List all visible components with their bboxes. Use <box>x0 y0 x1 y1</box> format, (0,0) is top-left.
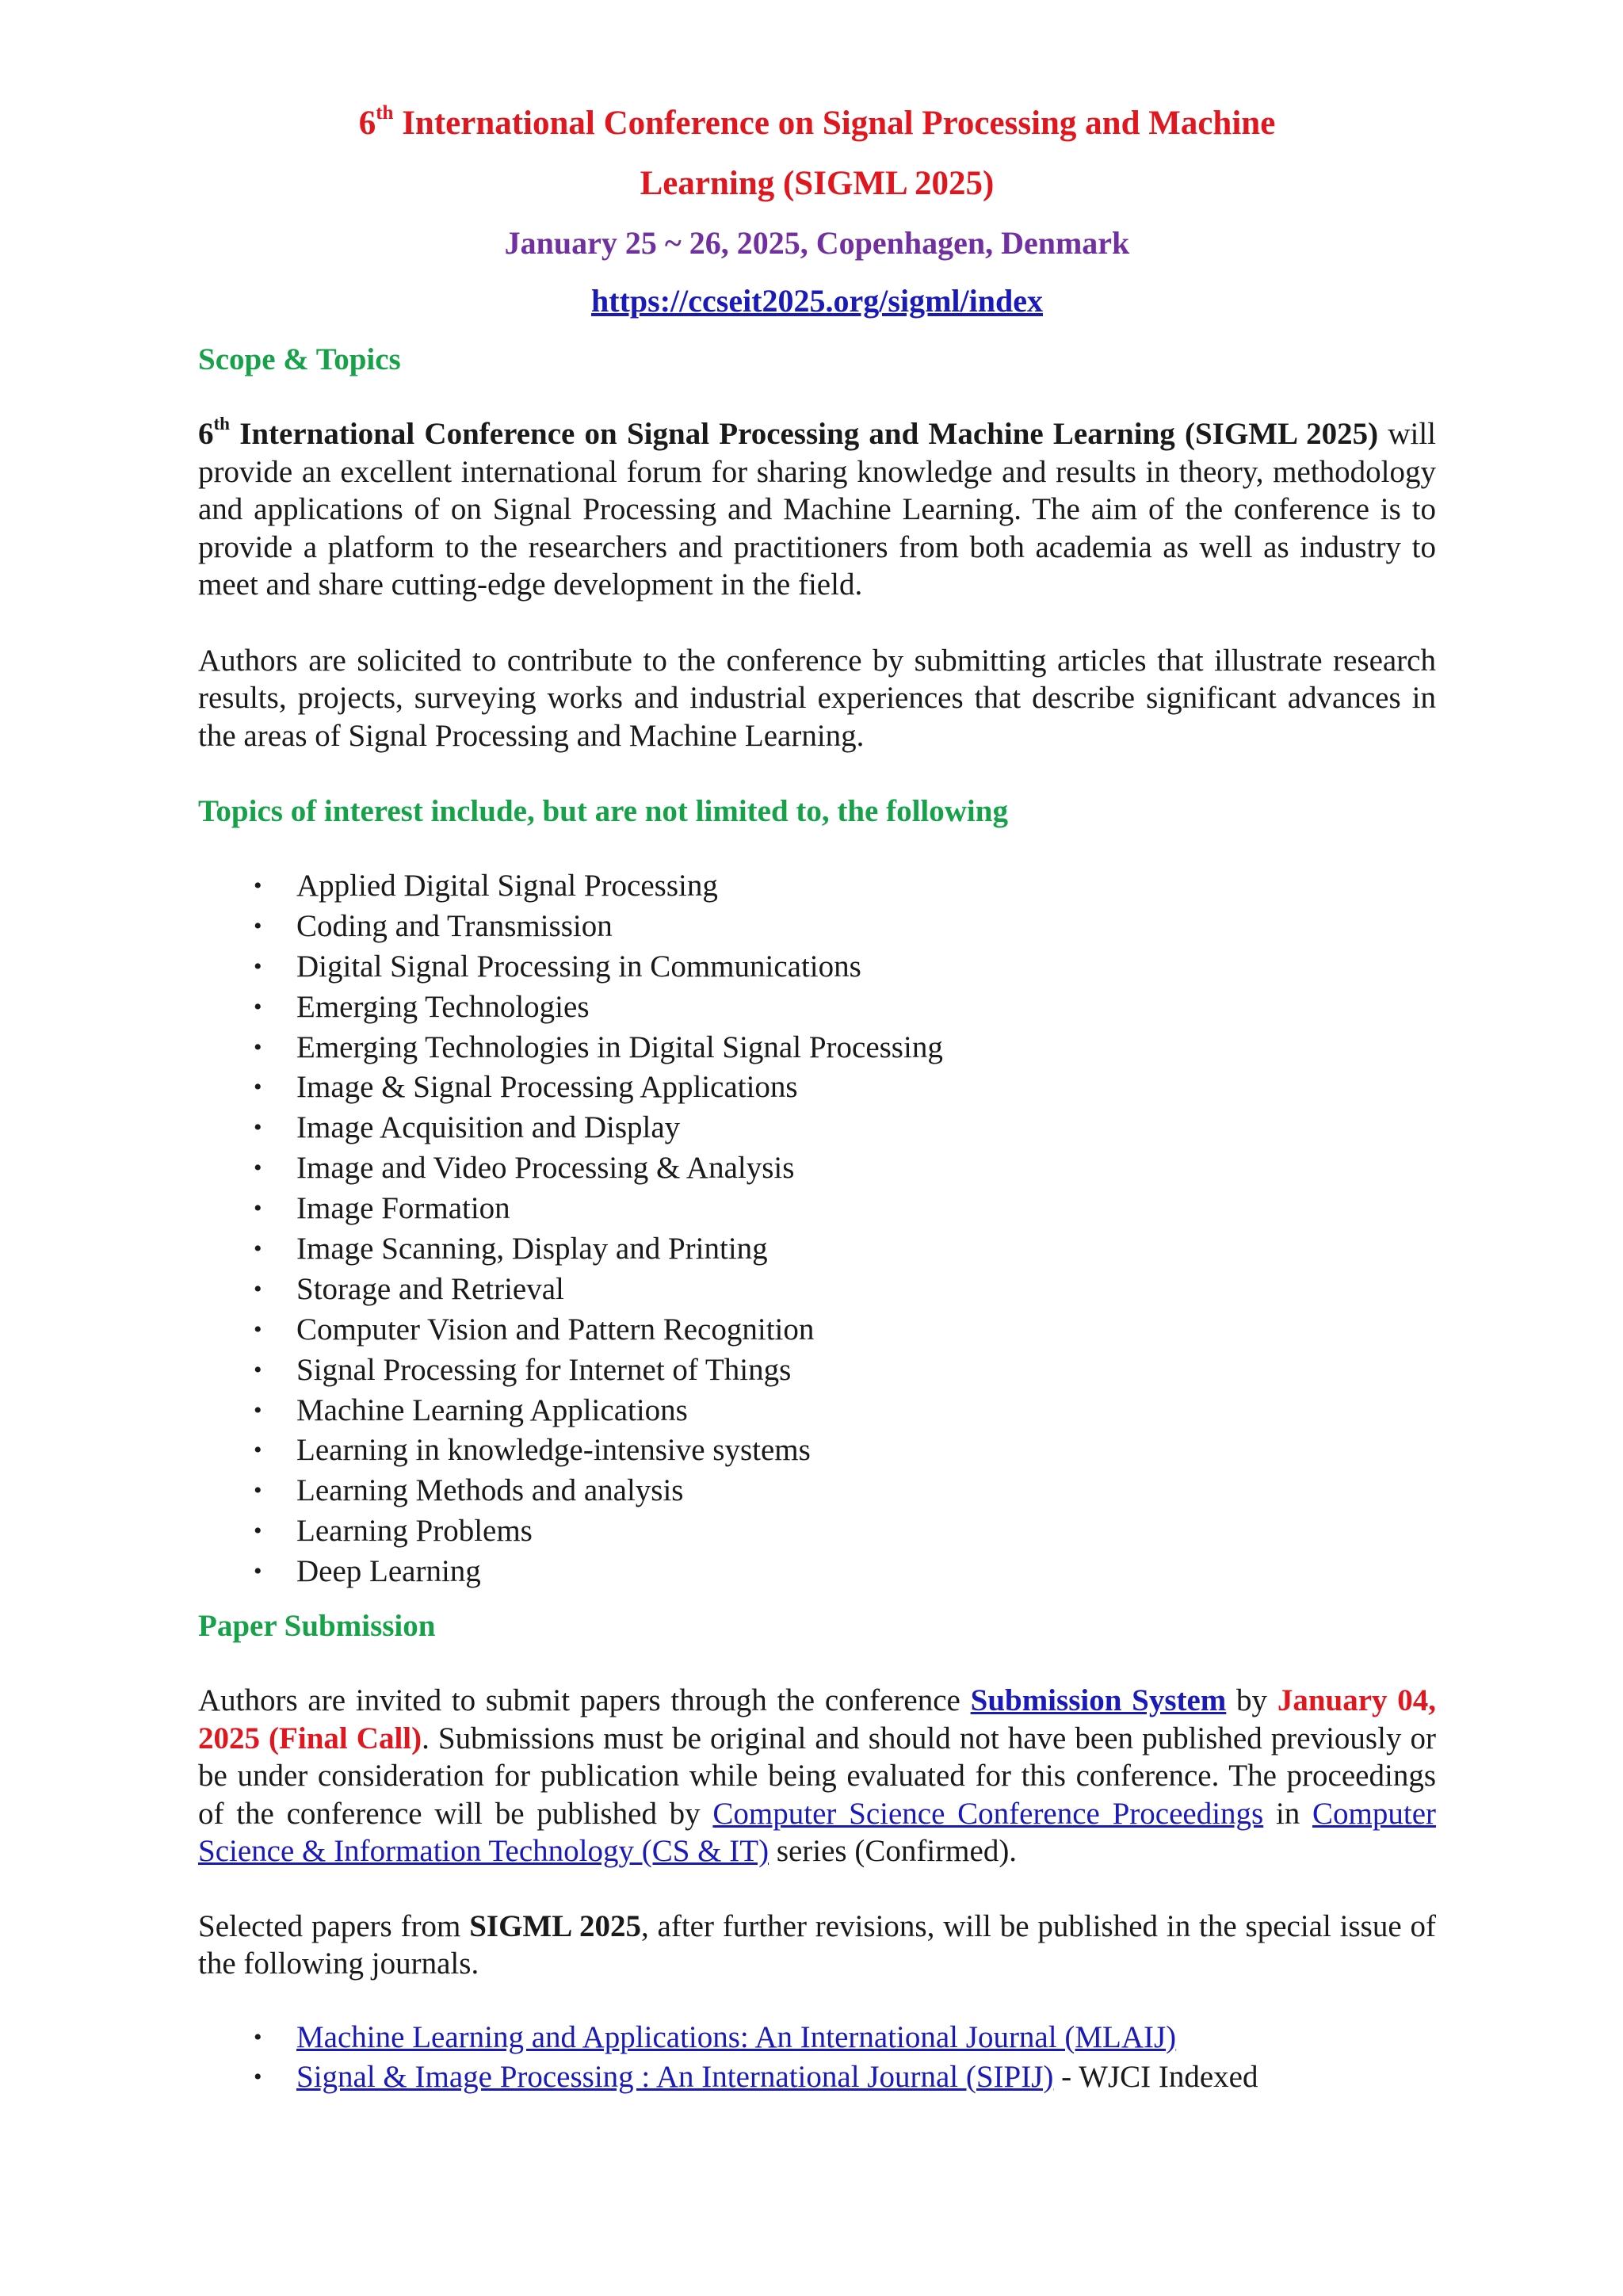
topic-label: Image and Video Processing & Analysis <box>296 1151 795 1186</box>
topic-list-item <box>198 1391 1436 1431</box>
bullet-icon: • <box>254 1236 262 1263</box>
dates-location: January 25 ~ 26, 2025, Copenhagen, Denmark <box>504 225 1130 261</box>
topic-list-item <box>198 1148 1436 1189</box>
topic-label: Deep Learning <box>296 1554 481 1589</box>
conference-page <box>198 94 1436 2097</box>
topic-label: Digital Signal Processing in Communications <box>296 949 861 984</box>
topic-list-item <box>198 1471 1436 1511</box>
submission-text-d: in <box>1263 1796 1313 1831</box>
bullet-icon: • <box>254 1316 262 1343</box>
topic-label: Learning Problems <box>296 1514 533 1549</box>
journal-link[interactable]: Signal & Image Processing : An International Journal (SIPIJ) <box>296 2059 1054 2094</box>
topic-label: Applied Digital Signal Processing <box>296 869 718 903</box>
topic-label: Image Acquisition and Display <box>296 1110 681 1145</box>
intro-conference-name: International Conference on Signal Processing and Machine Learning (SIGML 2025) <box>229 417 1379 451</box>
bullet-icon: • <box>254 1356 262 1383</box>
submission-text-c: . Submissions must be original and should not have been published previously or be under consideration for publication while being evaluated for this conference. The proceedings of the conference will be published by <box>198 1721 1436 1831</box>
selected-conference-name: SIGML 2025 <box>469 1908 641 1943</box>
bullet-icon: • <box>254 953 262 980</box>
submission-text-e: series (Confirmed). <box>769 1834 1018 1869</box>
bullet-icon: • <box>254 873 262 899</box>
topics-list <box>198 866 1436 1592</box>
bullet-icon: • <box>254 1437 262 1464</box>
bullet-icon: • <box>254 1396 262 1423</box>
bullet-icon: • <box>254 1074 262 1101</box>
topic-label: Computer Vision and Pattern Recognition <box>296 1312 815 1347</box>
title-line-2: Learning (SIGML 2025) <box>640 165 995 202</box>
topic-list-item <box>198 1270 1436 1310</box>
bullet-icon: • <box>254 1114 262 1141</box>
journal-suffix: - WJCI Indexed <box>1053 2059 1258 2094</box>
topic-list-item <box>198 1028 1436 1068</box>
topic-label: Coding and Transmission <box>296 908 613 943</box>
topic-label: Storage and Retrieval <box>296 1271 564 1306</box>
bullet-icon: • <box>254 1275 262 1302</box>
conference-title <box>198 94 1436 214</box>
title-line-1 <box>198 94 1436 154</box>
topic-list-item <box>198 866 1436 907</box>
topic-label: Learning in knowledge-intensive systems <box>296 1433 811 1468</box>
cs-conference-proceedings-link[interactable]: Computer Science Conference Proceedings <box>712 1796 1264 1831</box>
selected-papers-paragraph <box>198 1908 1436 1983</box>
submission-text-b: by <box>1226 1683 1277 1718</box>
topic-label: Machine Learning Applications <box>296 1392 688 1427</box>
journals-list <box>198 2018 1436 2097</box>
topic-label: Signal Processing for Internet of Things <box>296 1352 792 1387</box>
topic-label: Learning Methods and analysis <box>296 1473 684 1508</box>
topic-label: Emerging Technologies in Digital Signal Processing <box>296 1030 943 1064</box>
intro-ordinal: 6 <box>198 417 214 451</box>
journal-list-item <box>198 2018 1436 2057</box>
submission-text-a: Authors are invited to submit papers through the conference <box>198 1683 971 1718</box>
topic-list-item <box>198 1511 1436 1552</box>
submission-heading: Paper Submission <box>198 1609 436 1644</box>
scope-intro-paragraph <box>198 415 1436 604</box>
topic-label: Emerging Technologies <box>296 989 590 1024</box>
title-ordinal: 6 <box>358 105 376 142</box>
topic-label: Image & Signal Processing Applications <box>296 1070 798 1105</box>
topic-list-item <box>198 988 1436 1028</box>
selected-text-a: Selected papers from <box>198 1908 470 1943</box>
journal-link[interactable]: Machine Learning and Applications: An International Journal (MLAIJ) <box>296 2019 1177 2054</box>
bullet-icon: • <box>254 2023 262 2050</box>
bullet-icon: • <box>254 1558 262 1585</box>
submission-deadline: January 04, 2025 (Final Call) <box>198 1683 1437 1755</box>
title-line-1-text: International Conference on Signal Processing and Machine <box>393 105 1276 142</box>
bullet-icon: • <box>254 1155 262 1182</box>
topic-list-item <box>198 1068 1436 1108</box>
bullet-icon: • <box>254 912 262 939</box>
submission-paragraph <box>198 1682 1436 1870</box>
journal-list-item <box>198 2057 1436 2097</box>
topic-list-item <box>198 1552 1436 1592</box>
topic-list-item <box>198 1108 1436 1148</box>
bullet-icon: • <box>254 2063 262 2090</box>
topic-list-item <box>198 907 1436 947</box>
bullet-icon: • <box>254 1518 262 1545</box>
bullet-icon: • <box>254 993 262 1020</box>
topic-label: Image Formation <box>296 1191 510 1226</box>
selected-text-b: , after further revisions, will be published in the special issue of the following journals. <box>198 1908 1436 1981</box>
topics-heading: Topics of interest include, but are not limited to, the following <box>198 794 1008 828</box>
bullet-icon: • <box>254 1195 262 1222</box>
topic-list-item <box>198 1431 1436 1471</box>
bullet-icon: • <box>254 1033 262 1060</box>
intro-ordinal-sup: th <box>213 414 230 434</box>
submission-system-link[interactable]: Submission System <box>970 1683 1227 1718</box>
topic-list-item <box>198 947 1436 988</box>
intro-text: will provide an excellent international forum for sharing knowledge and results in theory, methodology and applications of on Signal Processing and Machine Learning. The aim of the conference is to provide a platform to the researchers and practitioners from both academia as well as industry to meet and share cutting-edge development in the field. <box>198 417 1437 602</box>
scope-heading: Scope & Topics <box>198 342 401 376</box>
topic-list-item <box>198 1310 1436 1350</box>
topic-list-item <box>198 1189 1436 1229</box>
cs-it-series-link[interactable]: Computer Science & Information Technology (CS & IT) <box>198 1796 1436 1869</box>
topic-label: Image Scanning, Display and Printing <box>296 1232 768 1266</box>
topic-list-item <box>198 1229 1436 1270</box>
authors-paragraph: Authors are solicited to contribute to the conference by submitting articles that illustrate research results, projects, surveying works and industrial experiences that describe significant advances in the areas of Signal Processing and Machine Learning. <box>198 643 1436 753</box>
conference-url-link[interactable]: https://ccseit2025.org/sigml/index <box>591 283 1043 319</box>
bullet-icon: • <box>254 1477 262 1504</box>
title-ordinal-sup: th <box>376 101 394 124</box>
topic-list-item <box>198 1350 1436 1391</box>
